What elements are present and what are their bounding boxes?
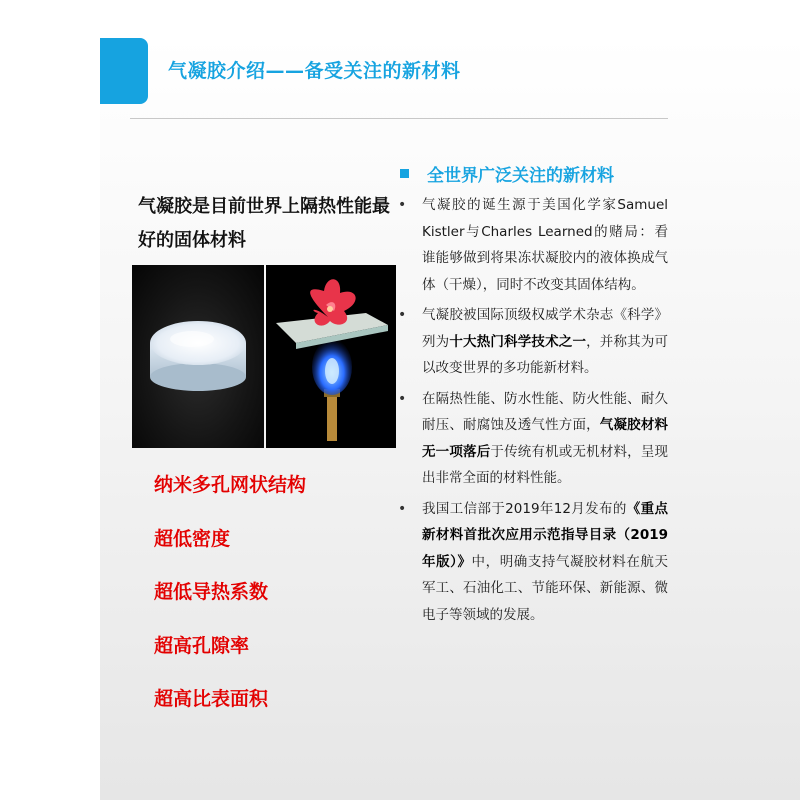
bullet-text: 于传统有机或无机材料，呈现出非常全面的材料性能。 (422, 443, 669, 486)
bullet-text: 气凝胶的诞生源于美国化学家Samuel Kistler与Charles Learned的赌局：看谁能够做到将果冻状凝胶内的液体换成气体（干燥），同时不改变其固体结构。 (422, 197, 668, 293)
bullet-dot-icon: • (398, 197, 407, 213)
page-title: 气凝胶介绍——备受关注的新材料 (168, 60, 461, 82)
bullet-text: ，并称其为可以改变世界的多功能新材料。 (422, 333, 669, 376)
bullet-emphasis: 《重点新材料首批次应用示范指导目录（2019年版）》 (422, 500, 668, 570)
feature-item: 超低密度 (154, 527, 231, 550)
bullet-item (398, 386, 668, 492)
header-divider (130, 118, 668, 119)
section-heading (398, 158, 668, 188)
square-bullet-icon (400, 169, 409, 178)
bullet-text: 我国工信部于2019年12月发布的 (422, 500, 627, 517)
bullet-item (398, 192, 668, 298)
aerogel-disc-illustration (132, 265, 264, 448)
feature-list (154, 470, 384, 738)
bullet-text: 中，明确支持气凝胶材料在航天军工、石油化工、节能环保、新能源、微电子等领域的发展。 (422, 553, 669, 623)
header-accent-bar (100, 38, 148, 104)
section-heading-text: 全世界广泛关注的新材料 (427, 165, 614, 186)
bullet-dot-icon: • (398, 307, 407, 323)
bullet-emphasis: 气凝胶材料无一项落后 (422, 417, 669, 460)
feature-item: 超低导热系数 (154, 581, 269, 603)
bullet-item (398, 496, 668, 629)
feature-item: 超高孔隙率 (154, 634, 250, 657)
bullet-dot-icon: • (398, 500, 407, 517)
bullet-dot-icon: • (398, 390, 407, 407)
right-column (398, 158, 668, 628)
bullet-emphasis: 十大热门科学技术之一 (449, 333, 587, 350)
flame-flower-illustration (266, 265, 396, 448)
feature-item: 纳米多孔网状结构 (154, 474, 307, 496)
left-heading: 气凝胶是目前世界上隔热性能最好的固体材料 (138, 196, 390, 251)
bullet-item (398, 302, 668, 382)
aerogel-disc-photo (132, 265, 264, 448)
bullet-text: 在隔热性能、防水性能、防火性能、耐久耐压、耐腐蚀及透气性方面， (422, 390, 668, 433)
bullet-text: 气凝胶被国际顶级权威学术杂志《科学》列为 (422, 307, 668, 350)
feature-item: 超高比表面积 (154, 688, 269, 710)
aerogel-flame-flower-photo (266, 265, 396, 448)
